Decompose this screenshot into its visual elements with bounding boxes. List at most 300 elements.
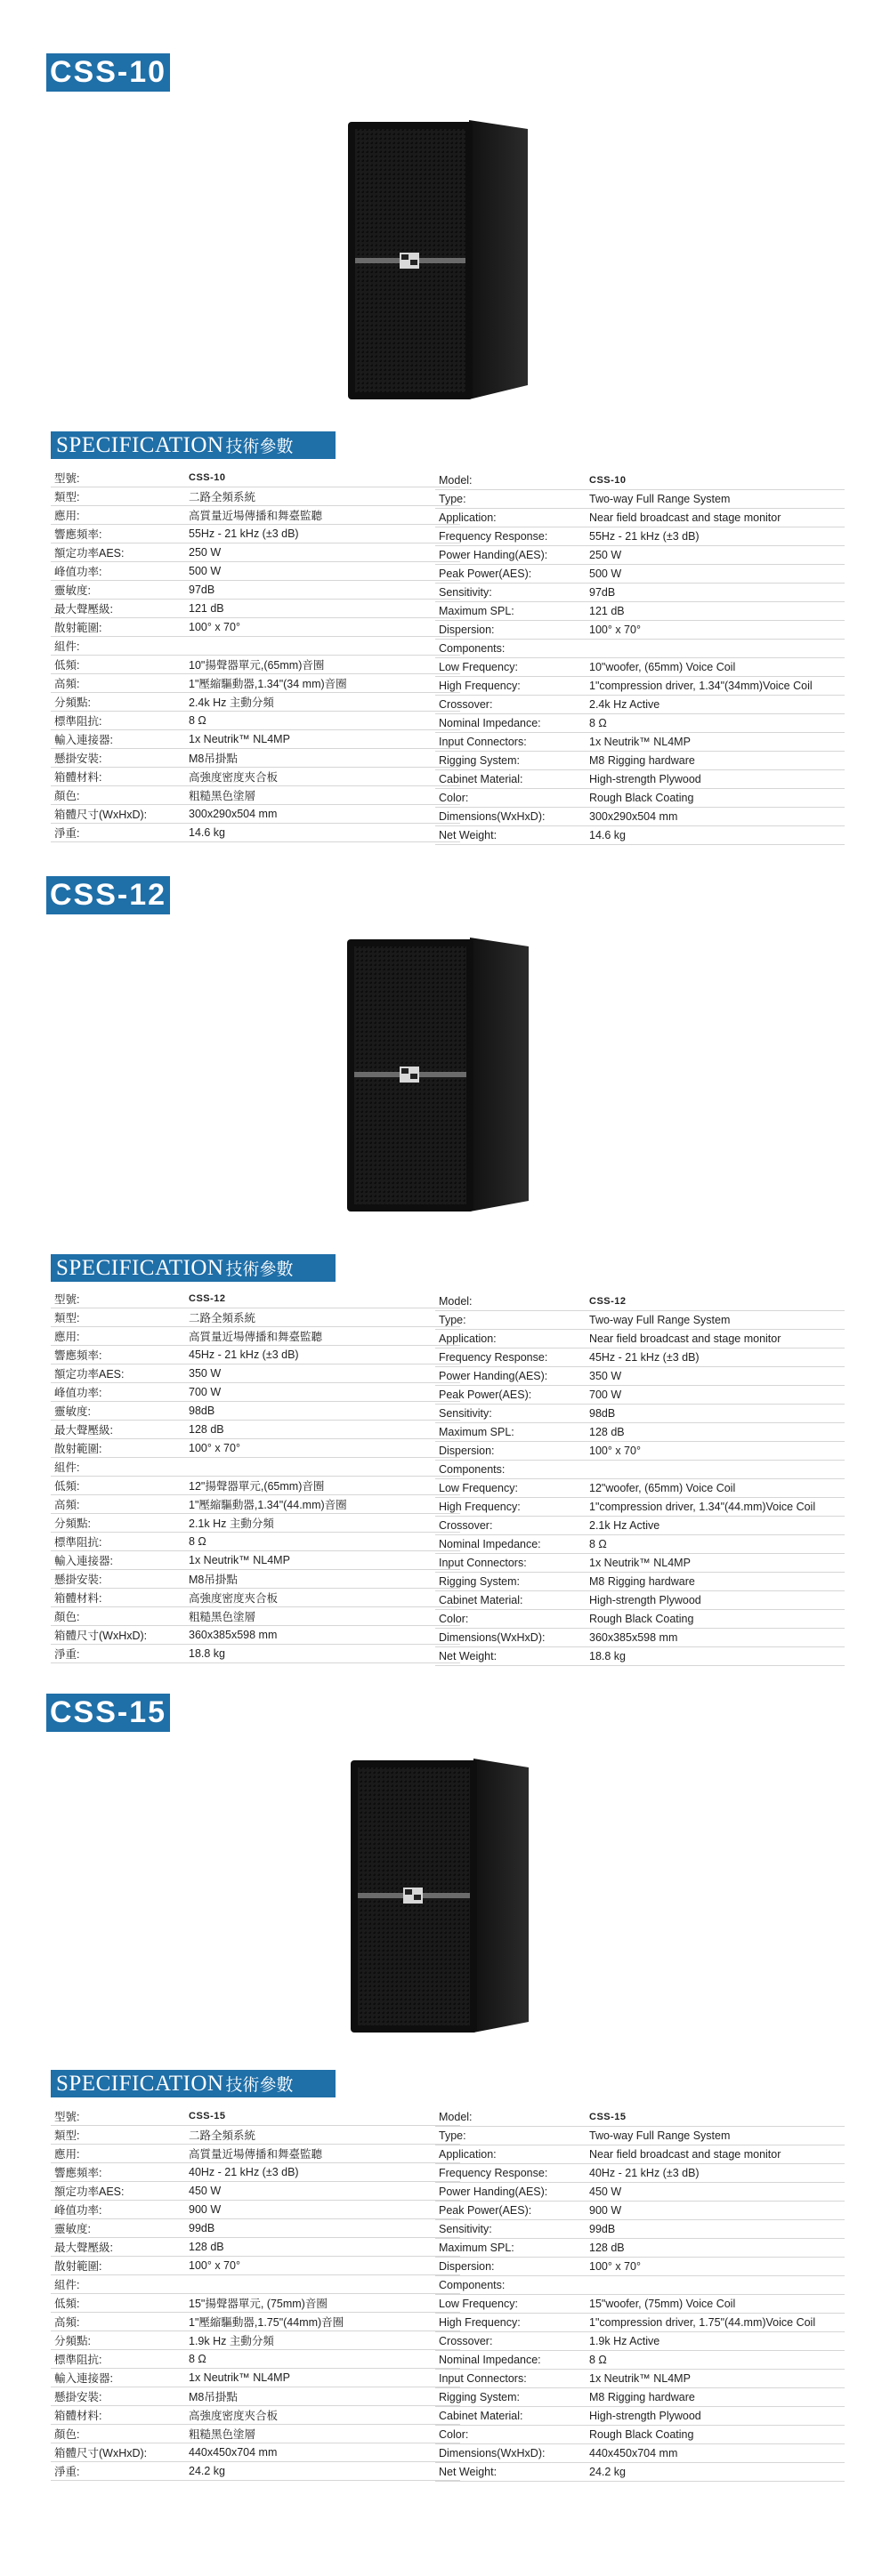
speaker-image — [343, 118, 530, 406]
spec-value: Rough Black Coating — [589, 2428, 694, 2441]
spec-row — [435, 789, 845, 808]
spec-value: 1"壓縮驅動器,1.34"(44.mm)音圈 — [189, 1499, 347, 1511]
spec-value: M8吊掛點 — [189, 2391, 238, 2403]
spec-row — [435, 1461, 845, 1479]
spec-value: 2.1k Hz 主動分頻 — [189, 1517, 274, 1530]
spec-row — [51, 2313, 460, 2331]
spec-label: 響應頻率: — [54, 1349, 102, 1362]
spec-row — [435, 1405, 845, 1423]
spec-label: Components: — [439, 2279, 506, 2291]
spec-value: 1.9k Hz Active — [589, 2335, 660, 2347]
spec-label: Frequency Response: — [439, 2167, 548, 2179]
spec-row — [51, 1364, 460, 1383]
spec-label: 分頻點: — [54, 2335, 91, 2347]
spec-value: 55Hz - 21 kHz (±3 dB) — [589, 530, 700, 543]
spec-value: 98dB — [189, 1405, 215, 1417]
spec-value: 1"compression driver, 1.75"(44.mm)Voice Coil — [589, 2316, 816, 2329]
spec-label: 最大聲壓級: — [54, 2242, 113, 2254]
spec-row — [435, 2314, 845, 2332]
spec-heading-en: SPECIFICATION — [56, 1255, 224, 1280]
spec-label: 型號: — [54, 1293, 80, 1306]
spec-row — [51, 2219, 460, 2238]
spec-row — [51, 1495, 460, 1514]
spec-label: Cabinet Material: — [439, 2410, 523, 2422]
spec-value: M8吊掛點 — [189, 1574, 238, 1586]
spec-value: 40Hz - 21 kHz (±3 dB) — [189, 2166, 299, 2178]
spec-row — [51, 786, 460, 805]
spec-heading-zh: 技術參數 — [225, 2075, 294, 2095]
spec-row — [51, 768, 460, 786]
speaker-image — [342, 936, 530, 1218]
spec-label: 懸掛安裝: — [54, 753, 102, 765]
spec-label: Application: — [439, 511, 497, 524]
spec-value: Rough Black Coating — [589, 792, 694, 804]
spec-row — [51, 2107, 460, 2126]
spec-row — [435, 1367, 845, 1386]
spec-label: Peak Power(AES): — [439, 1389, 532, 1401]
spec-row — [435, 2276, 845, 2295]
spec-label: Maximum SPL: — [439, 1426, 514, 1438]
spec-value: 24.2 kg — [589, 2466, 627, 2478]
spec-label: 靈敏度: — [54, 584, 91, 597]
spec-row — [51, 2443, 460, 2462]
spec-value: 1.9k Hz 主動分頻 — [189, 2335, 274, 2347]
spec-row — [435, 2164, 845, 2183]
spec-label: 型號: — [54, 2111, 80, 2123]
product-title: CSS-10 — [46, 53, 170, 92]
spec-value: 99dB — [589, 2223, 616, 2235]
spec-row — [51, 2238, 460, 2257]
spec-label: Frequency Response: — [439, 1351, 548, 1364]
spec-label: Application: — [439, 2148, 497, 2161]
spec-row — [51, 2462, 460, 2481]
spec-value: 1"compression driver, 1.34"(44.mm)Voice Coil — [589, 1501, 816, 1513]
spec-row — [51, 469, 460, 487]
spec-row — [51, 1551, 460, 1570]
spec-row — [435, 1442, 845, 1461]
spec-value: 128 dB — [189, 2241, 224, 2253]
spec-row — [435, 2145, 845, 2164]
spec-label: High Frequency: — [439, 2316, 521, 2329]
spec-row — [435, 1311, 845, 1330]
spec-row — [51, 1327, 460, 1346]
spec-row — [51, 1290, 460, 1308]
spec-label: Color: — [439, 792, 469, 804]
spec-label: 顏色: — [54, 1611, 80, 1623]
spec-value: High-strength Plywood — [589, 2410, 701, 2422]
spec-row — [51, 2294, 460, 2313]
spec-row — [435, 2220, 845, 2239]
spec-label: Dimensions(WxHxD): — [439, 1631, 546, 1644]
spec-row — [51, 2425, 460, 2443]
spec-row — [51, 674, 460, 693]
spec-row — [51, 1421, 460, 1439]
spec-value: 350 W — [589, 1370, 622, 1382]
spec-row — [51, 2369, 460, 2387]
spec-value: 24.2 kg — [189, 2465, 226, 2477]
spec-label: 響應頻率: — [54, 528, 102, 541]
spec-label: 淨重: — [54, 827, 80, 840]
spec-row — [435, 2463, 845, 2482]
spec-row — [435, 509, 845, 527]
spec-heading-en: SPECIFICATION — [56, 2071, 224, 2096]
spec-value: 2.1k Hz Active — [589, 1519, 660, 1532]
spec-row — [435, 677, 845, 696]
spec-value: 8 Ω — [189, 1535, 206, 1548]
spec-label: Dispersion: — [439, 1445, 495, 1457]
spec-row — [435, 1423, 845, 1442]
spec-value: 高強度密度夾合板 — [189, 1592, 279, 1605]
spec-row — [435, 2351, 845, 2370]
spec-label: 散射範圍: — [54, 622, 102, 634]
spec-value: M8 Rigging hardware — [589, 2391, 695, 2403]
spec-row — [435, 1554, 845, 1573]
spec-label: 額定功率AES: — [54, 1368, 125, 1381]
spec-label: Power Handing(AES): — [439, 2186, 548, 2198]
spec-label: High Frequency: — [439, 1501, 521, 1513]
spec-label: 最大聲壓級: — [54, 603, 113, 616]
spec-row — [435, 471, 845, 490]
spec-table-en — [435, 1292, 845, 1666]
spec-row — [51, 618, 460, 637]
spec-value: 高強度密度夾合板 — [189, 771, 279, 784]
spec-row — [51, 2275, 460, 2294]
spec-label: Dispersion: — [439, 624, 495, 636]
spec-label: Power Handing(AES): — [439, 1370, 548, 1382]
spec-label: Color: — [439, 1613, 469, 1625]
spec-label: Low Frequency: — [439, 1482, 518, 1494]
spec-label: Input Connectors: — [439, 2372, 527, 2385]
spec-label: 輸入連接器: — [54, 734, 113, 746]
spec-label: 組件: — [54, 640, 80, 653]
spec-label: 高頻: — [54, 678, 80, 690]
spec-row — [51, 1626, 460, 1645]
spec-label: 類型: — [54, 491, 80, 503]
spec-value: 高質量近場傳播和舞臺監聽 — [189, 2148, 323, 2161]
spec-label: Components: — [439, 1463, 506, 1476]
spec-row — [435, 1629, 845, 1647]
spec-label: 低頻: — [54, 659, 80, 672]
spec-label: Model: — [439, 1295, 473, 1308]
spec-row — [435, 1348, 845, 1367]
spec-value: High-strength Plywood — [589, 1594, 701, 1606]
spec-row — [435, 770, 845, 789]
spec-row — [51, 730, 460, 749]
spec-row — [51, 581, 460, 600]
spec-row — [435, 1517, 845, 1535]
spec-label: 高頻: — [54, 2316, 80, 2329]
spec-row — [435, 565, 845, 584]
spec-row — [51, 1402, 460, 1421]
spec-value: Near field broadcast and stage monitor — [589, 1332, 781, 1345]
spec-value: 100° x 70° — [189, 2259, 240, 2272]
spec-row — [435, 2295, 845, 2314]
spec-row — [51, 2387, 460, 2406]
spec-value: 14.6 kg — [589, 829, 627, 841]
spec-label: Input Connectors: — [439, 1557, 527, 1569]
spec-label: Maximum SPL: — [439, 605, 514, 617]
spec-table-zh — [51, 469, 460, 842]
spec-label: 標準阻抗: — [54, 1536, 102, 1549]
spec-value: 二路全頻系統 — [189, 1312, 256, 1324]
spec-row — [51, 2257, 460, 2275]
spec-value: 15"揚聲器單元, (75mm)音圈 — [189, 2298, 328, 2310]
spec-label: 低頻: — [54, 1480, 80, 1493]
spec-row — [435, 1591, 845, 1610]
spec-value: 350 W — [189, 1367, 222, 1380]
spec-row — [435, 2127, 845, 2145]
spec-label: 組件: — [54, 1461, 80, 1474]
spec-label: 最大聲壓級: — [54, 1424, 113, 1437]
spec-row — [51, 2201, 460, 2219]
spec-value: M8 Rigging hardware — [589, 1575, 695, 1588]
spec-row — [435, 658, 845, 677]
spec-value: 粗糙黑色塗層 — [189, 790, 256, 802]
spec-row — [51, 2350, 460, 2369]
spec-label: 散射範圍: — [54, 1443, 102, 1455]
spec-value: Two-way Full Range System — [589, 1314, 731, 1326]
spec-row — [51, 2406, 460, 2425]
spec-value: 440x450x704 mm — [589, 2447, 678, 2459]
spec-value: 1x Neutrik™ NL4MP — [189, 1554, 290, 1566]
speaker-image — [345, 1757, 530, 2039]
spec-value: 97dB — [189, 584, 215, 596]
spec-value: 8 Ω — [589, 1538, 607, 1550]
spec-value: 128 dB — [189, 1423, 224, 1436]
spec-label: 型號: — [54, 472, 80, 485]
spec-value: 700 W — [189, 1386, 222, 1398]
spec-row — [435, 1330, 845, 1348]
spec-label: Cabinet Material: — [439, 1594, 523, 1606]
spec-value: 450 W — [189, 2185, 222, 2197]
spec-row — [51, 525, 460, 543]
spec-value: 900 W — [189, 2203, 222, 2216]
spec-table-en — [435, 2108, 845, 2482]
spec-row — [51, 1514, 460, 1533]
spec-value: 100° x 70° — [189, 1442, 240, 1454]
spec-value: 440x450x704 mm — [189, 2446, 278, 2459]
spec-value: 2.4k Hz Active — [589, 698, 660, 711]
spec-value: 二路全頻系統 — [189, 2129, 256, 2142]
spec-label: Net Weight: — [439, 2466, 498, 2478]
spec-label: 顏色: — [54, 790, 80, 802]
spec-value: 1x Neutrik™ NL4MP — [189, 733, 290, 745]
spec-label: 顏色: — [54, 2428, 80, 2441]
spec-label: 淨重: — [54, 1648, 80, 1661]
spec-row — [51, 2126, 460, 2145]
spec-label: 散射範圍: — [54, 2260, 102, 2273]
spec-row — [435, 584, 845, 602]
spec-heading-zh: 技術參數 — [225, 437, 294, 456]
spec-label: Low Frequency: — [439, 661, 518, 673]
spec-label: 響應頻率: — [54, 2167, 102, 2179]
spec-label: Model: — [439, 2111, 473, 2123]
spec-row — [51, 1439, 460, 1458]
spec-row — [435, 2332, 845, 2351]
spec-row — [435, 1498, 845, 1517]
spec-label: 分頻點: — [54, 696, 91, 709]
spec-row — [51, 1607, 460, 1626]
spec-value: 98dB — [589, 1407, 616, 1420]
spec-value: M8 Rigging hardware — [589, 754, 695, 767]
spec-row — [435, 1292, 845, 1311]
spec-row — [51, 1308, 460, 1327]
spec-value: 18.8 kg — [189, 1647, 226, 1660]
spec-row — [435, 2239, 845, 2258]
spec-value: 300x290x504 mm — [589, 810, 678, 823]
spec-value: CSS-15 — [589, 2112, 627, 2122]
spec-label: Sensitivity: — [439, 586, 492, 599]
spec-row — [435, 826, 845, 845]
spec-label: 箱體材料: — [54, 2410, 102, 2422]
spec-label: Crossover: — [439, 698, 493, 711]
spec-value: CSS-10 — [189, 472, 226, 483]
spec-label: 峰值功率: — [54, 566, 102, 578]
spec-value: 900 W — [589, 2204, 622, 2217]
spec-table-zh — [51, 1290, 460, 1663]
spec-label: 標準阻抗: — [54, 715, 102, 728]
spec-value: 128 dB — [589, 2242, 625, 2254]
spec-row — [51, 749, 460, 768]
spec-row — [435, 714, 845, 733]
spec-row — [435, 2202, 845, 2220]
spec-label: 懸掛安裝: — [54, 2391, 102, 2403]
spec-row — [51, 824, 460, 842]
spec-label: Frequency Response: — [439, 530, 548, 543]
spec-row — [51, 487, 460, 506]
spec-label: 應用: — [54, 1331, 80, 1343]
spec-value: 10"揚聲器單元,(65mm)音圈 — [189, 659, 325, 672]
spec-value: 45Hz - 21 kHz (±3 dB) — [589, 1351, 700, 1364]
spec-value: 450 W — [589, 2186, 622, 2198]
spec-value: 45Hz - 21 kHz (±3 dB) — [189, 1348, 299, 1361]
spec-label: 靈敏度: — [54, 2223, 91, 2235]
spec-row — [435, 2108, 845, 2127]
product-title: CSS-15 — [46, 1694, 170, 1732]
spec-value: 8 Ω — [189, 2353, 206, 2365]
spec-value: M8吊掛點 — [189, 753, 238, 765]
spec-label: Model: — [439, 474, 473, 487]
spec-heading — [51, 431, 336, 459]
spec-value: 97dB — [589, 586, 616, 599]
spec-value: 121 dB — [189, 602, 224, 615]
spec-row — [435, 2370, 845, 2388]
spec-label: Rigging System: — [439, 2391, 521, 2403]
spec-label: Dispersion: — [439, 2260, 495, 2273]
spec-row — [51, 656, 460, 674]
spec-value: 1x Neutrik™ NL4MP — [589, 1557, 691, 1569]
spec-label: 箱體尺寸(WxHxD): — [54, 1630, 148, 1642]
spec-row — [51, 2163, 460, 2182]
spec-value: 100° x 70° — [589, 2260, 641, 2273]
product-title: CSS-12 — [46, 876, 170, 914]
spec-label: Nominal Impedance: — [439, 1538, 541, 1550]
spec-value: Two-way Full Range System — [589, 493, 731, 505]
spec-row — [51, 1533, 460, 1551]
spec-value: 360x385x598 mm — [189, 1629, 278, 1641]
spec-value: 1"壓縮驅動器,1.34"(34 mm)音圈 — [189, 678, 347, 690]
spec-label: Dimensions(WxHxD): — [439, 810, 546, 823]
spec-row — [51, 693, 460, 712]
spec-label: 類型: — [54, 2129, 80, 2142]
spec-label: Components: — [439, 642, 506, 655]
spec-value: Near field broadcast and stage monitor — [589, 2148, 781, 2161]
spec-label: 應用: — [54, 510, 80, 522]
spec-row — [435, 2388, 845, 2407]
spec-value: 粗糙黑色塗層 — [189, 2428, 256, 2441]
spec-heading-en: SPECIFICATION — [56, 432, 224, 457]
spec-label: Rigging System: — [439, 1575, 521, 1588]
spec-row — [435, 546, 845, 565]
spec-row — [435, 808, 845, 826]
spec-value: 55Hz - 21 kHz (±3 dB) — [189, 527, 299, 540]
spec-label: Nominal Impedance: — [439, 2354, 541, 2366]
spec-row — [435, 602, 845, 621]
spec-table-en — [435, 471, 845, 845]
spec-row — [435, 1610, 845, 1629]
spec-value: 300x290x504 mm — [189, 808, 278, 820]
spec-row — [51, 506, 460, 525]
spec-row — [435, 696, 845, 714]
spec-value: 高強度密度夾合板 — [189, 2410, 279, 2422]
spec-label: Dimensions(WxHxD): — [439, 2447, 546, 2459]
spec-label: Maximum SPL: — [439, 2242, 514, 2254]
spec-value: 二路全頻系統 — [189, 491, 256, 503]
spec-label: 靈敏度: — [54, 1405, 91, 1418]
spec-label: Low Frequency: — [439, 2298, 518, 2310]
spec-row — [435, 621, 845, 640]
spec-row — [51, 1589, 460, 1607]
spec-value: 1"compression driver, 1.34"(34mm)Voice Coil — [589, 680, 813, 692]
spec-label: Type: — [439, 493, 466, 505]
spec-row — [51, 1570, 460, 1589]
spec-row — [435, 1479, 845, 1498]
spec-row — [435, 2183, 845, 2202]
spec-value: 40Hz - 21 kHz (±3 dB) — [589, 2167, 700, 2179]
spec-row — [435, 2444, 845, 2463]
spec-value: CSS-12 — [189, 1293, 226, 1304]
spec-label: 額定功率AES: — [54, 2186, 125, 2198]
spec-row — [51, 543, 460, 562]
spec-value: 15"woofer, (75mm) Voice Coil — [589, 2298, 736, 2310]
spec-label: 組件: — [54, 2279, 80, 2291]
spec-label: Net Weight: — [439, 829, 498, 841]
spec-value: 500 W — [189, 565, 222, 577]
spec-value: Rough Black Coating — [589, 1613, 694, 1625]
spec-heading-zh: 技術參數 — [225, 1260, 294, 1279]
spec-label: 箱體尺寸(WxHxD): — [54, 2447, 148, 2459]
spec-label: 高頻: — [54, 1499, 80, 1511]
spec-value: 121 dB — [589, 605, 625, 617]
spec-value: 12"woofer, (65mm) Voice Coil — [589, 1482, 736, 1494]
spec-label: Application: — [439, 1332, 497, 1345]
spec-row — [51, 2182, 460, 2201]
spec-row — [51, 2331, 460, 2350]
spec-label: Crossover: — [439, 1519, 493, 1532]
spec-value: 100° x 70° — [589, 1445, 641, 1457]
spec-label: Net Weight: — [439, 1650, 498, 1662]
spec-row — [51, 637, 460, 656]
spec-value: 8 Ω — [589, 717, 607, 729]
spec-label: 淨重: — [54, 2466, 80, 2478]
spec-label: 低頻: — [54, 2298, 80, 2310]
spec-heading — [51, 2070, 336, 2097]
spec-label: 箱體材料: — [54, 1592, 102, 1605]
spec-row — [435, 733, 845, 752]
spec-label: Sensitivity: — [439, 1407, 492, 1420]
spec-label: 額定功率AES: — [54, 547, 125, 559]
spec-row — [435, 2407, 845, 2426]
